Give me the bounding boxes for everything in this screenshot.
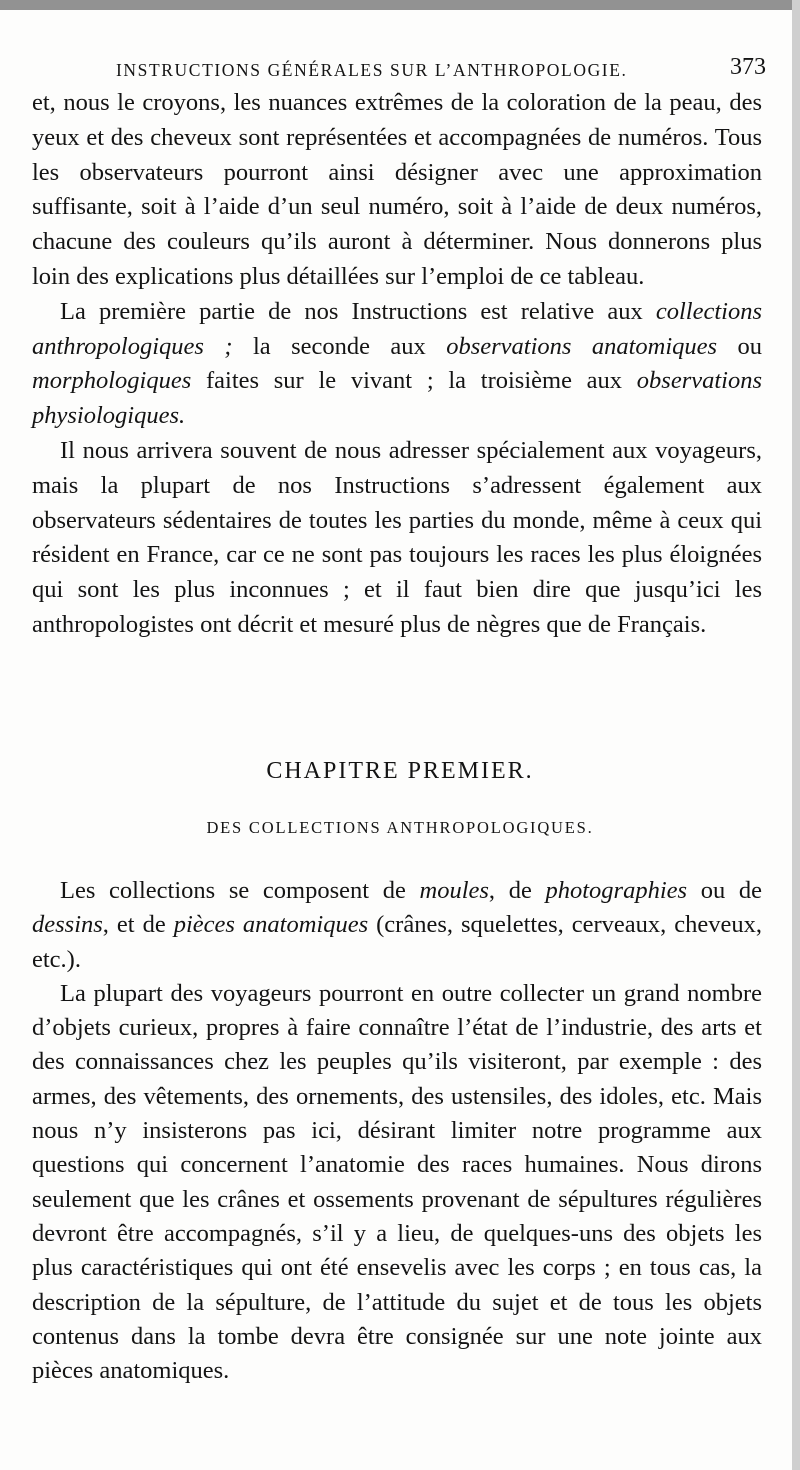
italic-term: observations anatomiques xyxy=(446,332,718,360)
italic-term: dessins xyxy=(32,911,103,939)
text-run: (crânes, squelettes, cerveaux, cheveux, etc.). xyxy=(32,911,762,973)
paragraph-instructions-parts xyxy=(32,295,762,434)
running-title: INSTRUCTIONS GÉNÉRALES SUR L’ANTHROPOLOGIE. xyxy=(116,60,628,80)
running-header xyxy=(32,52,770,86)
paragraph-observers: Il nous arrivera souvent de nous adresser spécialement aux voyageurs, mais la plupart de nos Instructions s’adressent également aux observateurs sédentaires de toutes les parties du monde, même à ceux qui résident en France, car ce ne sont pas toujours les races les plus éloignées qui sont les plus inconnues ; et il faut bien dire que jusqu’ici les anthropologistes ont décrit et mesuré plus de nègres que de Français. xyxy=(32,436,762,638)
text-run: , de xyxy=(488,877,546,904)
intro-text xyxy=(32,86,762,643)
italic-term: collections anthropologiques ; xyxy=(32,297,762,360)
chapter-text xyxy=(32,874,762,1388)
page-number: 373 xyxy=(730,54,766,80)
chapter-title: CHAPITRE PREMIER. xyxy=(266,758,534,784)
italic-term: moules xyxy=(419,877,489,904)
italic-term: morphologiques xyxy=(32,367,192,395)
text-run: faites sur le vivant ; la troisième aux xyxy=(191,367,637,395)
text-run: La première partie de nos Instructions est relative aux xyxy=(60,297,656,325)
text-run: la seconde aux xyxy=(232,332,447,360)
text-run: ou de xyxy=(687,877,763,904)
text-run: Les collections se composent de xyxy=(60,877,420,904)
top-edge-shadow xyxy=(0,0,800,10)
paragraph-collections xyxy=(32,874,762,977)
paragraph-travelers: La plupart des voyageurs pourront en outre collecter un grand nombre d’objets curieux, propres à faire connaître l’état de l’industrie, des arts et des connaissances chez les peuples qu’ils visiteront, par exemple : des armes, des vêtements, des ornements, des ustensiles, des idoles, etc. Mais nous n’y insisterons pas ici, désirant limiter notre programme aux questions qui concernent l’anatomie des races humaines. Nous dirons seulement que les crânes et ossements provenant de sépultures régulières devront être accompagnés, s’il y a lieu, de quelques-uns des objets les plus caractéristiques qui ont été ensevelis avec les corps ; en tous cas, la description de la sépulture, de l’attitude du sujet et de tous les objets contenus dans la tombe devra être consignée sur une note jointe aux pièces anatomiques. xyxy=(32,979,762,1385)
italic-term: observations physiologiques. xyxy=(32,367,762,430)
text-run: , et de xyxy=(102,911,174,939)
text-run: ou xyxy=(717,332,763,360)
chapter-subtitle: DES COLLECTIONS ANTHROPOLOGIQUES. xyxy=(206,818,594,837)
italic-term: photographies xyxy=(545,877,688,904)
paragraph-continued: et, nous le croyons, les nuances extrêmes de la coloration de la peau, des yeux et des cheveux sont représentées et accompagnées de numéros. Tous les observateurs pourront ainsi désigner avec une approximation suffisante, soit à l’aide d’un seul numéro, soit à l’aide de deux numéros, chacune des couleurs qu’ils auront à déterminer. Nous donnerons plus loin des explications plus détaillées sur l’emploi de ce tableau. xyxy=(32,89,762,290)
italic-term: pièces anatomiques xyxy=(173,911,369,939)
right-edge-shadow xyxy=(792,0,800,1470)
